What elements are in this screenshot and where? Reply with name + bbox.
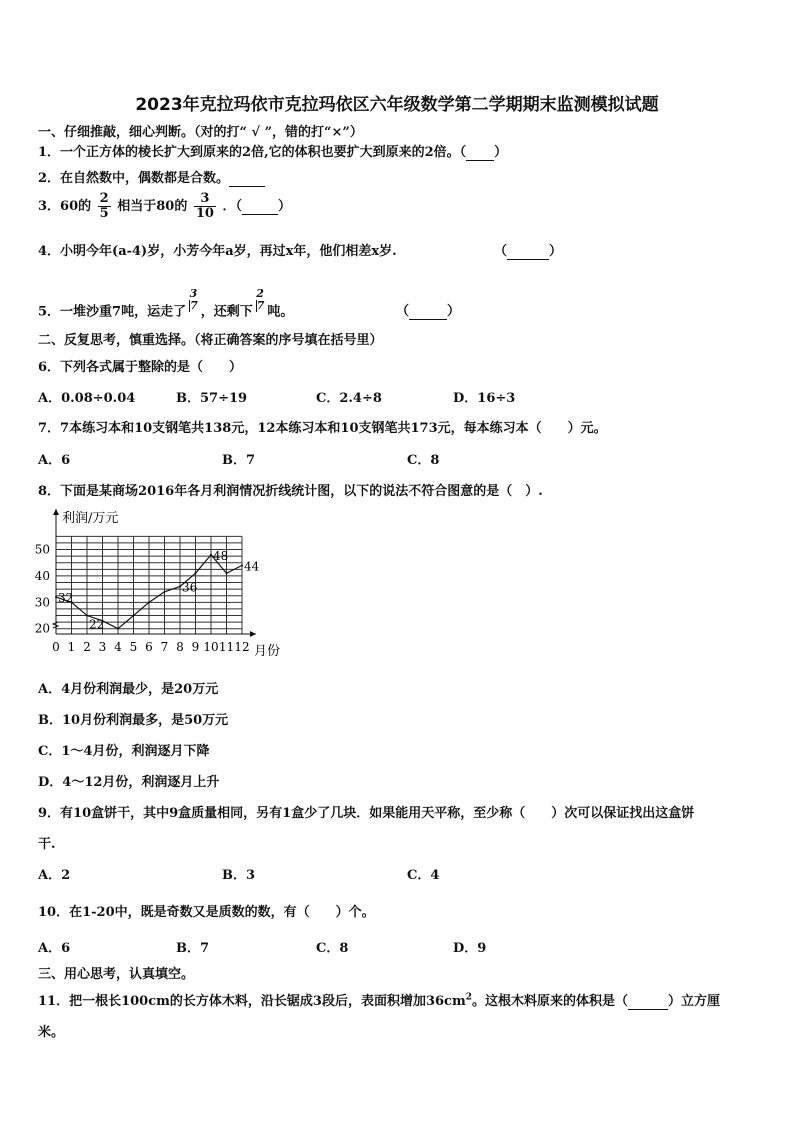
section-2-heading: 二、反复思考，慎重选择。（将正确答案的序号填在括号里） xyxy=(38,333,383,348)
denominator: 7 xyxy=(256,299,265,312)
x-tick-label: 9 xyxy=(191,640,200,654)
numerator: 3 xyxy=(194,192,216,207)
q8-option-d[interactable]: D．4～12月份，利润逐月上升 xyxy=(38,775,220,790)
question-3-text-c: ．（ xyxy=(222,199,243,214)
data-point xyxy=(55,596,57,598)
data-point xyxy=(148,601,150,603)
x-tick-label: 7 xyxy=(160,640,169,654)
x-tick-label: 1 xyxy=(67,640,76,654)
profit-line-chart xyxy=(34,503,294,663)
answer-blank[interactable] xyxy=(409,304,447,320)
data-point xyxy=(164,591,166,593)
question-8: 8．下面是某商场2016年各月利润情况折线统计图，以下的说法不符合图意的是（ ）. xyxy=(38,484,543,499)
chart-axes xyxy=(35,509,256,654)
axis-break-mark xyxy=(53,622,58,628)
answer-blank[interactable] xyxy=(628,994,668,1010)
answer-blank[interactable] xyxy=(466,145,494,161)
data-point xyxy=(226,572,228,574)
x-axis-label: 月份 xyxy=(254,644,281,659)
q7-option-b[interactable]: B．7 xyxy=(222,453,256,468)
fraction-2-7 xyxy=(256,288,265,312)
denominator: 10 xyxy=(195,206,214,221)
q6-option-a[interactable]: A．0.08÷0.04 xyxy=(38,391,136,406)
question-11-text-a: 11．把一根长100cm的长方体木料，沿长锯成3段后，表面积增加36cm xyxy=(38,994,466,1009)
y-tick-label: 20 xyxy=(34,621,50,636)
q10-option-d[interactable]: D．9 xyxy=(453,941,487,956)
data-label: 36 xyxy=(182,580,198,595)
paren-right: ） xyxy=(549,244,563,259)
q8-option-c[interactable]: C．1～4月份，利润逐月下降 xyxy=(38,744,210,759)
x-tick-label: 12 xyxy=(234,640,250,654)
paren-left: （ xyxy=(396,304,410,319)
question-1-text: 1．一个正方体的棱长扩大到原来的2倍,它的体积也要扩大到原来的2倍。（ xyxy=(38,145,467,160)
q6-option-b[interactable]: B．57÷19 xyxy=(176,391,248,406)
section-3-heading: 三、用心思考，认真填空。 xyxy=(38,967,195,982)
question-11-line-2: 米。 xyxy=(38,1025,65,1040)
question-3 xyxy=(38,192,291,221)
q8-option-a[interactable]: A．4月份利润最少，是20万元 xyxy=(38,682,219,697)
numerator: 2 xyxy=(99,191,109,206)
fraction-3-10 xyxy=(194,192,216,221)
data-point xyxy=(133,615,135,617)
question-4 xyxy=(38,240,397,259)
question-3-text-b: 相当于80的 xyxy=(117,199,188,214)
x-tick-label: 8 xyxy=(176,640,184,654)
question-3-text-d: ） xyxy=(278,199,292,214)
data-point xyxy=(195,572,197,574)
x-tick-label: 0 xyxy=(52,640,60,654)
y-axis-arrow xyxy=(53,509,59,515)
q9-option-c[interactable]: C．4 xyxy=(407,868,440,883)
question-1 xyxy=(38,141,507,161)
question-11-text-b: 。这根木料原来的体积是（ xyxy=(471,994,628,1009)
x-tick-label: 4 xyxy=(114,640,122,654)
q10-option-c[interactable]: C．8 xyxy=(316,941,349,956)
question-2 xyxy=(38,167,265,187)
data-label: 44 xyxy=(244,559,260,574)
data-label: 48 xyxy=(213,548,229,563)
data-point xyxy=(117,628,119,630)
question-6: 6．下列各式属于整除的是（ ） xyxy=(38,360,243,375)
page-title: 2023年克拉玛依市克拉玛依区六年级数学第二学期期末监测模拟试题 xyxy=(135,95,659,115)
numerator: 3 xyxy=(189,287,198,300)
question-3-text-a: 3．60的 xyxy=(38,199,92,214)
section-1-heading: 一、仔细推敲，细心判断。（对的打“ √ ”，错的打“×”） xyxy=(38,125,363,140)
paren-right: ） xyxy=(447,304,461,319)
question-11-text-c: ）立方厘 xyxy=(668,994,721,1009)
denominator: 5 xyxy=(99,206,109,221)
question-7: 7．7本练习本和10支钢笔共138元，12本练习本和10支钢笔共173元，每本练习本（ ）元。 xyxy=(38,421,607,436)
question-1-end: ） xyxy=(494,145,508,160)
q10-option-b[interactable]: B．7 xyxy=(176,941,210,956)
fraction-3-7 xyxy=(189,288,198,312)
chart-marks xyxy=(55,549,260,632)
answer-blank[interactable] xyxy=(229,171,265,187)
question-5-text-a: 5．一堆沙重7吨，运走了 xyxy=(38,304,187,320)
question-9-line-1: 9．有10盒饼干，其中9盒质量相同，另有1盒少了几块．如果能用天平称，至少称（ ）次可以保证找出这盒饼 xyxy=(38,806,695,821)
x-tick-label: 6 xyxy=(145,640,153,654)
y-tick-label: 40 xyxy=(34,568,50,583)
data-point xyxy=(241,564,243,566)
question-5-answer xyxy=(396,300,460,320)
denominator: 7 xyxy=(190,299,198,312)
y-axis-label: 利润/万元 xyxy=(62,511,119,526)
x-tick-label: 11 xyxy=(218,640,235,654)
x-tick-label: 3 xyxy=(98,640,107,654)
y-tick-label: 30 xyxy=(34,595,50,610)
question-9-line-2: 干. xyxy=(38,837,56,852)
q6-option-d[interactable]: D．16÷3 xyxy=(453,391,516,406)
data-label: 22 xyxy=(89,617,105,632)
superscript-2: 2 xyxy=(465,992,472,1003)
question-11 xyxy=(38,990,720,1010)
question-5-text-b: ，还剩下 xyxy=(200,304,253,320)
data-point xyxy=(179,585,181,587)
data-point xyxy=(86,615,88,617)
q9-option-a[interactable]: A．2 xyxy=(38,868,71,883)
x-axis-arrow xyxy=(250,631,256,637)
y-tick-label: 50 xyxy=(34,542,50,557)
question-4-text: 4．小明今年(a-4)岁，小芳今年a岁，再过x年，他们相差x岁. xyxy=(38,244,397,259)
q8-option-b[interactable]: B．10月份利润最多，是50万元 xyxy=(38,713,229,728)
data-label: 32 xyxy=(58,591,74,606)
data-point xyxy=(210,554,212,556)
q7-option-a[interactable]: A．6 xyxy=(38,453,71,468)
question-10: 10．在1-20中，既是奇数又是质数的数，有（ ）个。 xyxy=(38,905,375,920)
q7-option-c[interactable]: C．8 xyxy=(407,453,440,468)
x-tick-label: 5 xyxy=(129,640,138,654)
numerator: 2 xyxy=(256,287,264,300)
paren-left: （ xyxy=(494,244,508,259)
x-tick-label: 10 xyxy=(203,640,219,654)
question-5-text-c: 吨。 xyxy=(267,304,294,320)
q9-option-b[interactable]: B．3 xyxy=(222,868,256,883)
x-tick-label: 2 xyxy=(83,640,91,654)
q6-option-c[interactable]: C．2.4÷8 xyxy=(316,391,382,406)
q10-option-a[interactable]: A．6 xyxy=(38,941,71,956)
answer-blank[interactable] xyxy=(507,244,549,260)
fraction-2-5 xyxy=(98,192,111,221)
question-4-answer xyxy=(494,240,562,260)
question-5 xyxy=(38,287,294,324)
question-2-text: 2．在自然数中，偶数都是合数。 xyxy=(38,171,230,186)
answer-blank[interactable] xyxy=(242,199,278,215)
